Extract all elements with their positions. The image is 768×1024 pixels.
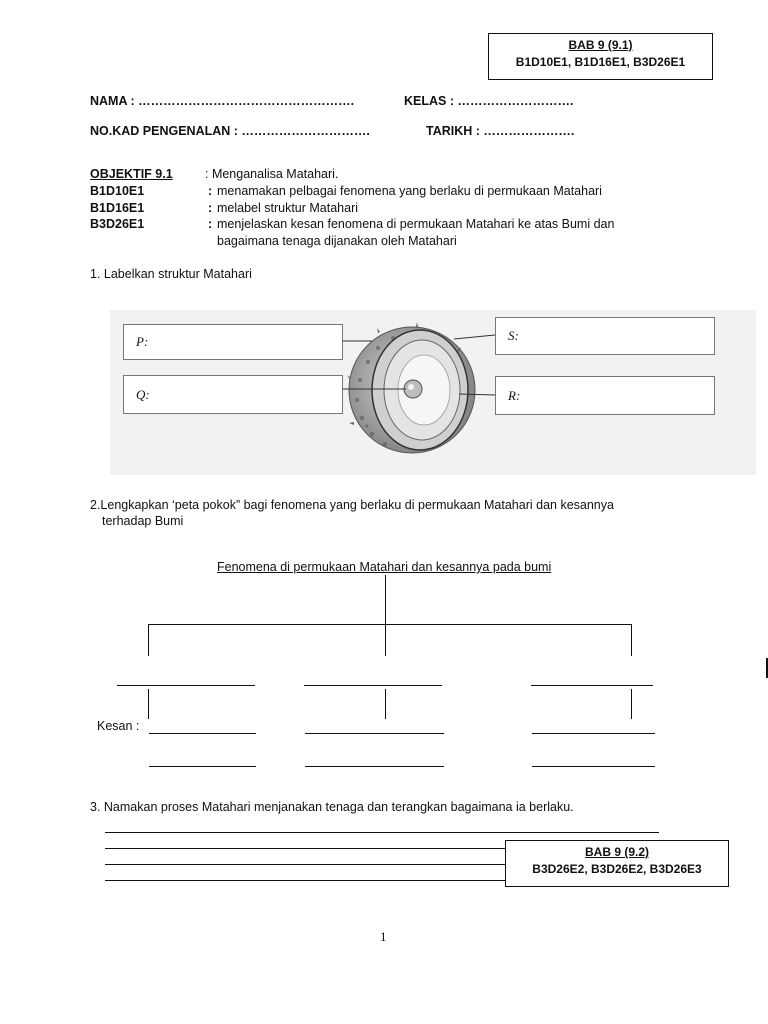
tree-trunk: [385, 575, 386, 625]
objective-code: B3D26E1: [90, 217, 145, 231]
chapter-title-next: BAB 9 (9.2): [584, 845, 649, 859]
tree-link-middle: [385, 689, 386, 719]
objective-code: B1D10E1: [90, 184, 145, 198]
chapter-code-box: [488, 33, 713, 80]
question-2: 2.Lengkapkan ‘peta pokok” bagi fenomena yang berlaku di permukaan Matahari dan kesannya: [90, 498, 614, 512]
nama-field: NAMA : …………………………………………….: [90, 94, 355, 108]
objective-colon: :: [208, 217, 213, 231]
effect-blank-3b[interactable]: [532, 766, 655, 767]
tree-branch-left: [148, 624, 149, 656]
label-box-s[interactable]: [495, 317, 715, 355]
page-number: 1: [380, 929, 387, 944]
objective-code: OBJEKTIF 9.1: [90, 167, 173, 181]
chapter-codes: B1D10E1, B1D16E1, B3D26E1: [515, 55, 686, 69]
label-s: S:: [508, 328, 519, 343]
tarikh-field: TARIKH : ………………….: [426, 124, 575, 138]
label-p: P:: [136, 334, 149, 349]
tree-link-right: [631, 689, 632, 719]
kad-pengenalan-field: NO.KAD PENGENALAN : ………………………….: [90, 124, 370, 138]
kelas-field: KELAS : ……………………….: [404, 94, 574, 108]
phenomenon-blank-1[interactable]: [117, 685, 255, 686]
question-1: 1. Labelkan struktur Matahari: [90, 267, 252, 281]
chapter-title: BAB 9 (9.1): [568, 38, 633, 52]
objective-text-continued: bagaimana tenaga dijanakan oleh Matahari: [217, 234, 457, 248]
question-2-continued: terhadap Bumi: [102, 514, 184, 528]
objective-colon: :: [208, 184, 213, 198]
objective-text: menjelaskan kesan fenomena di permukaan Matahari ke atas Bumi dan: [217, 217, 615, 231]
phenomenon-blank-2[interactable]: [304, 685, 442, 686]
objective-colon: :: [208, 201, 213, 215]
effect-blank-2a[interactable]: [305, 733, 444, 734]
question-3: 3. Namakan proses Matahari menjanakan tenaga dan terangkan bagaimana ia berlaku.: [90, 800, 574, 814]
tree-link-left: [148, 689, 149, 719]
phenomenon-blank-3[interactable]: [531, 685, 653, 686]
effect-blank-2b[interactable]: [305, 766, 444, 767]
chapter-code-box-next: [505, 840, 729, 887]
tree-branch-bar: [148, 624, 632, 625]
answer-line-3[interactable]: [105, 864, 509, 865]
objective-text: : Menganalisa Matahari.: [205, 167, 339, 181]
sun-structure-figure: [110, 310, 756, 475]
kesan-label: Kesan :: [97, 719, 140, 733]
label-r: R:: [508, 387, 521, 403]
label-q: Q:: [136, 386, 150, 402]
chapter-codes-next: B3D26E2, B3D26E2, B3D26E3: [532, 862, 702, 876]
objective-code: B1D16E1: [90, 201, 145, 215]
answer-line-2[interactable]: [105, 848, 509, 849]
label-box-q[interactable]: [123, 375, 343, 414]
effect-blank-1a[interactable]: [149, 733, 256, 734]
tree-branch-right: [631, 624, 632, 656]
tree-branch-middle: [385, 624, 386, 656]
label-box-p[interactable]: [123, 324, 343, 360]
answer-line-1[interactable]: [105, 832, 659, 833]
label-box-r[interactable]: [495, 376, 715, 415]
objective-text: melabel struktur Matahari: [217, 201, 359, 215]
effect-blank-1b[interactable]: [149, 766, 256, 767]
objective-text: menamakan pelbagai fenomena yang berlaku di permukaan Matahari: [217, 184, 602, 198]
tree-map-title: Fenomena di permukaan Matahari dan kesannya pada bumi: [217, 560, 552, 574]
effect-blank-3a[interactable]: [532, 733, 655, 734]
answer-line-4[interactable]: [105, 880, 509, 881]
